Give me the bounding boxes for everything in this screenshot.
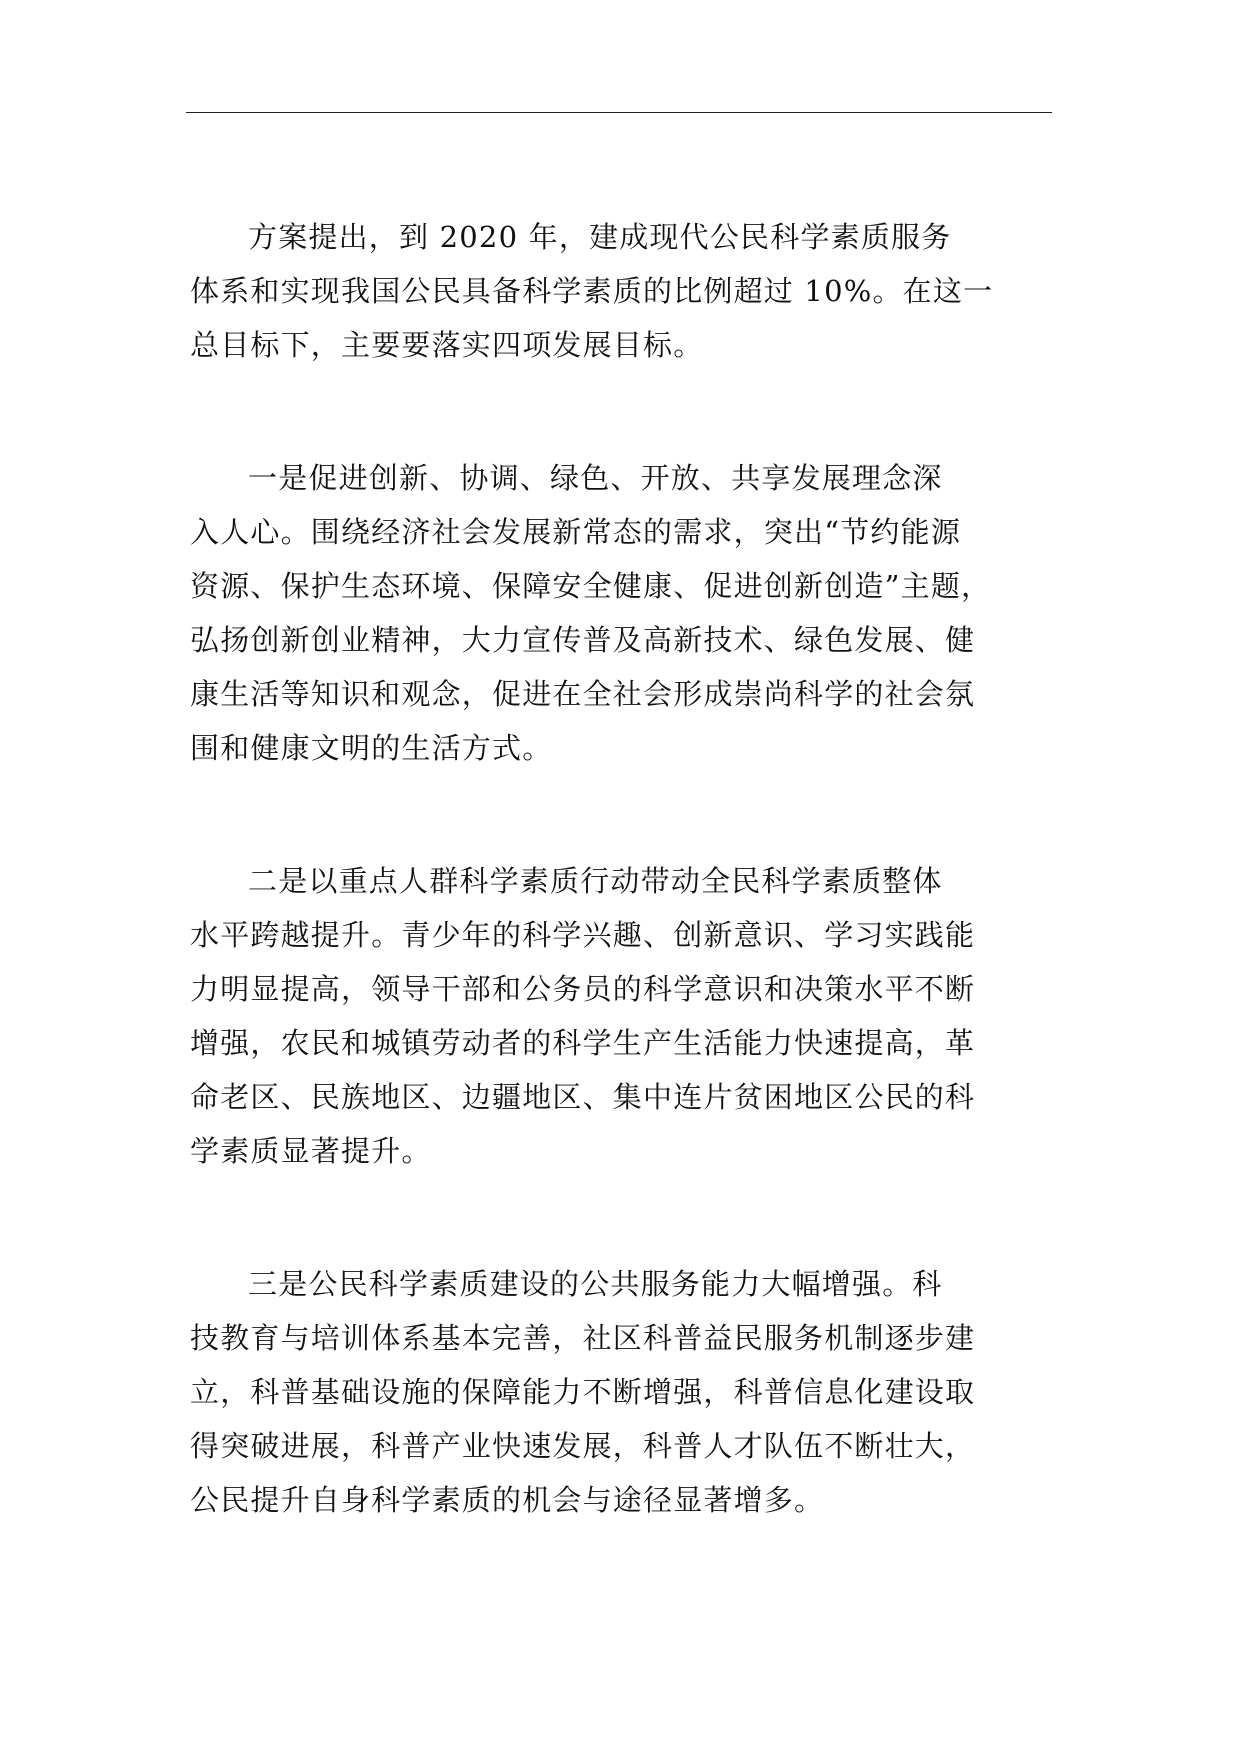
document-body — [190, 210, 1050, 1527]
paragraph-overview: 方案提出，到 2020 年，建成现代公民科学素质服务 体系和实现我国公民具备科学素质的比例超过 10%。在这一 总目标下，主要要落实四项发展目标。 — [190, 220, 994, 362]
paragraph-goal-one: 一是促进创新、协调、绿色、开放、共享发展理念深 入人心。围绕经济社会发展新常态的需求，突出“节约能源 资源、保护生态环境、保障安全健康、促进创新创造”主题， 弘扬创新创业精神，大力宣传普及高新技术、绿色发展、健 康生活等知识和观念，促进在全社会形成崇尚科学的社会氛 围和健康文明的生活方式。 — [190, 461, 992, 765]
paragraph-goal-three: 三是公民科学素质建设的公共服务能力大幅增强。科 技教育与培训体系基本完善，社区科普益民服务机制逐步建 立，科普基础设施的保障能力不断增强，科普信息化建设取 得突破进展，科普产业快速发展，科普人才队伍不断壮大， 公民提升自身科学素质的机会与途径显著增多。 — [190, 1267, 976, 1517]
paragraph-goal-two: 二是以重点人群科学素质行动带动全民科学素质整体 水平跨越提升。青少年的科学兴趣、创新意识、学习实践能 力明显提高，领导干部和公务员的科学意识和决策水平不断 增强，农民和城镇劳动者的科学生产生活能力快速提高，革 命老区、民族地区、边疆地区、集中连片贫困地区公民的科 学素质显著提升。 — [190, 864, 976, 1168]
header-rule — [186, 112, 1052, 113]
